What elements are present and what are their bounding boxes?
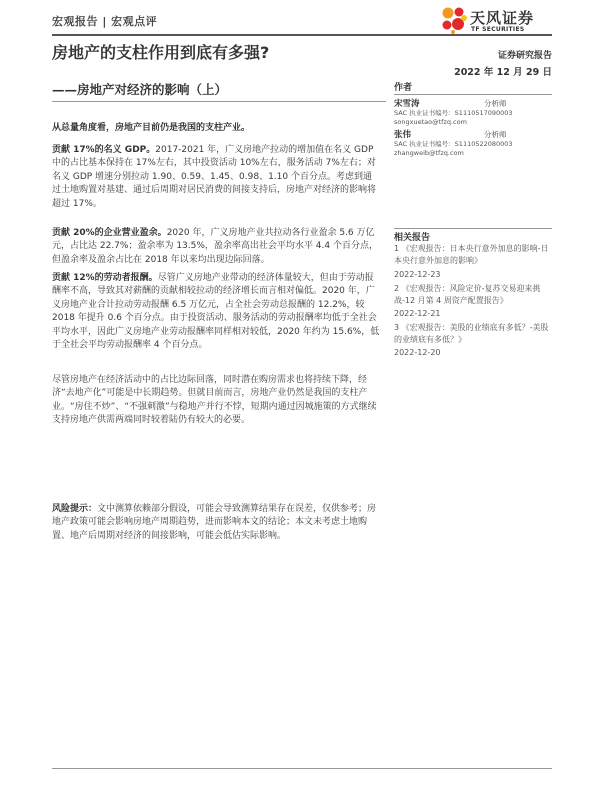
- subtitle-rule: [52, 101, 386, 102]
- labor-text: 尽管广义房地产业带动的经济体量较大，但由于劳动报酬率不高，导致其对薪酬的贡献相较拉动的经济增长而言相对偏低。2020 年，广义房地产业合计拉动劳动报酬 6.5 万亿元，占全社会劳动总报酬的 12.2%，较 2018 年提升 0.6 个百分点。由于投资活动、服务活动的劳动报酬率均低于全社会平均水平，因此广义房地产业劳动报酬率同样相对较低，2020 年约为 15.6%，低于全社会平均劳动报酬率 4 个百分点。: [52, 273, 380, 351]
- related-reports-heading: 相关报告: [394, 233, 431, 243]
- gdp-heading: 贡献 17%的名义 GDP。: [52, 145, 156, 155]
- logo-mark-icon: [440, 6, 468, 34]
- gdp-paragraph: [52, 144, 380, 211]
- conclusion-paragraph: 尽管房地产在经济活动中的占比边际回落，同时潜在购房需求也将持续下降，经济“去地产化”可能是中长期趋势。但就目前而言，房地产业仍然是我国的支柱产业。“房住不炒”、“不强刺激”与稳地产并行不悖，短期内通过因城施策的方式继续支持房地产供需两端同时较着陆仍有较大的必要。: [52, 375, 377, 426]
- related-report-link[interactable]: 3 《宏观报告：美股的业绩底有多低？-美股的业绩底有多低？》: [394, 323, 549, 344]
- surplus-heading: 贡献 20%的企业营业盈余。: [52, 228, 167, 238]
- author-title: 分析师: [484, 130, 507, 139]
- related-report-link[interactable]: 1 《宏观报告：日本央行意外加息的影响-日本央行意外加息的影响》: [394, 244, 549, 265]
- author-name: 张伟: [394, 130, 412, 140]
- surplus-paragraph: [52, 227, 380, 267]
- authors-heading: 作者: [394, 83, 413, 93]
- report-date: 2022 年 12 月 29 日: [454, 67, 552, 78]
- header-rule: [52, 34, 552, 36]
- page-subtitle: ——房地产对经济的影响（上）: [52, 82, 228, 97]
- labor-heading: 贡献 12%的劳动者报酬。: [52, 273, 158, 283]
- author-email[interactable]: zhangweib@tfzq.com: [394, 149, 464, 157]
- footer-rule: [52, 768, 552, 769]
- sidebar-rule: [394, 94, 552, 95]
- author-title: 分析师: [484, 99, 507, 108]
- author-sac: SAC 执业证书编号：S1110522080003: [394, 140, 513, 148]
- lead-paragraph: 从总量角度看，房地产目前仍是我国的支柱产业。: [52, 123, 251, 133]
- related-report-date: 2022-12-20: [394, 348, 441, 357]
- related-report-link[interactable]: 2 《宏观报告：风险定价-复苏交易迎来挑战-12 月第 4 周资产配置报告》: [394, 284, 541, 305]
- related-rule: [394, 228, 552, 229]
- logo-text-en: TF SECURITIES: [471, 26, 525, 33]
- report-category: 宏观报告 | 宏观点评: [52, 15, 158, 28]
- page-title: 房地产的支柱作用到底有多强?: [52, 43, 270, 62]
- author-name: 宋雪涛: [394, 99, 420, 109]
- author-sac: SAC 执业证书编号：S1110517090003: [394, 109, 513, 117]
- logo-text-cn: 天风证券: [470, 9, 535, 27]
- author-email[interactable]: songxuetao@tfzq.com: [394, 118, 467, 126]
- risk-text: 文中测算依赖部分假设，可能会导致测算结果存在误差，仅供参考；房地产政策可能会影响房地产周期趋势，进而影响本文的结论；本文未考虑土地购置、地产后周期对经济的间接影响，可能会低估实际影响。: [52, 504, 377, 541]
- gdp-text: 2017-2021 年，广义房地产拉动的增加值在名义 GDP 中的占比基本保持在 17%左右，其中投资活动 10%左右，服务活动 7%左右；对名义 GDP 增速分别拉动 1.90、0.59、1.45、0.98、1.10 个百分点。考虑到通过土地购置对基建、通过后周期对居民消费的间接支持后，房地产对经济的影响将超过 17%。: [52, 145, 377, 209]
- related-report-date: 2022-12-23: [394, 270, 441, 279]
- surplus-text: 2020 年，广义房地产业共拉动各行业盈余 5.6 万亿元，占比达 22.7%；盈余率为 13.5%，盈余率高出社会平均水平 4.4 个百分点，但盈余率及盈余占比在 2018 年以来均出现边际回落。: [52, 228, 378, 265]
- labor-paragraph: [52, 272, 380, 352]
- company-logo: [440, 6, 556, 36]
- risk-label: 风险提示：: [52, 504, 98, 514]
- related-report-date: 2022-12-21: [394, 309, 441, 318]
- report-type: 证券研究报告: [497, 51, 552, 61]
- risk-paragraph: [52, 503, 380, 543]
